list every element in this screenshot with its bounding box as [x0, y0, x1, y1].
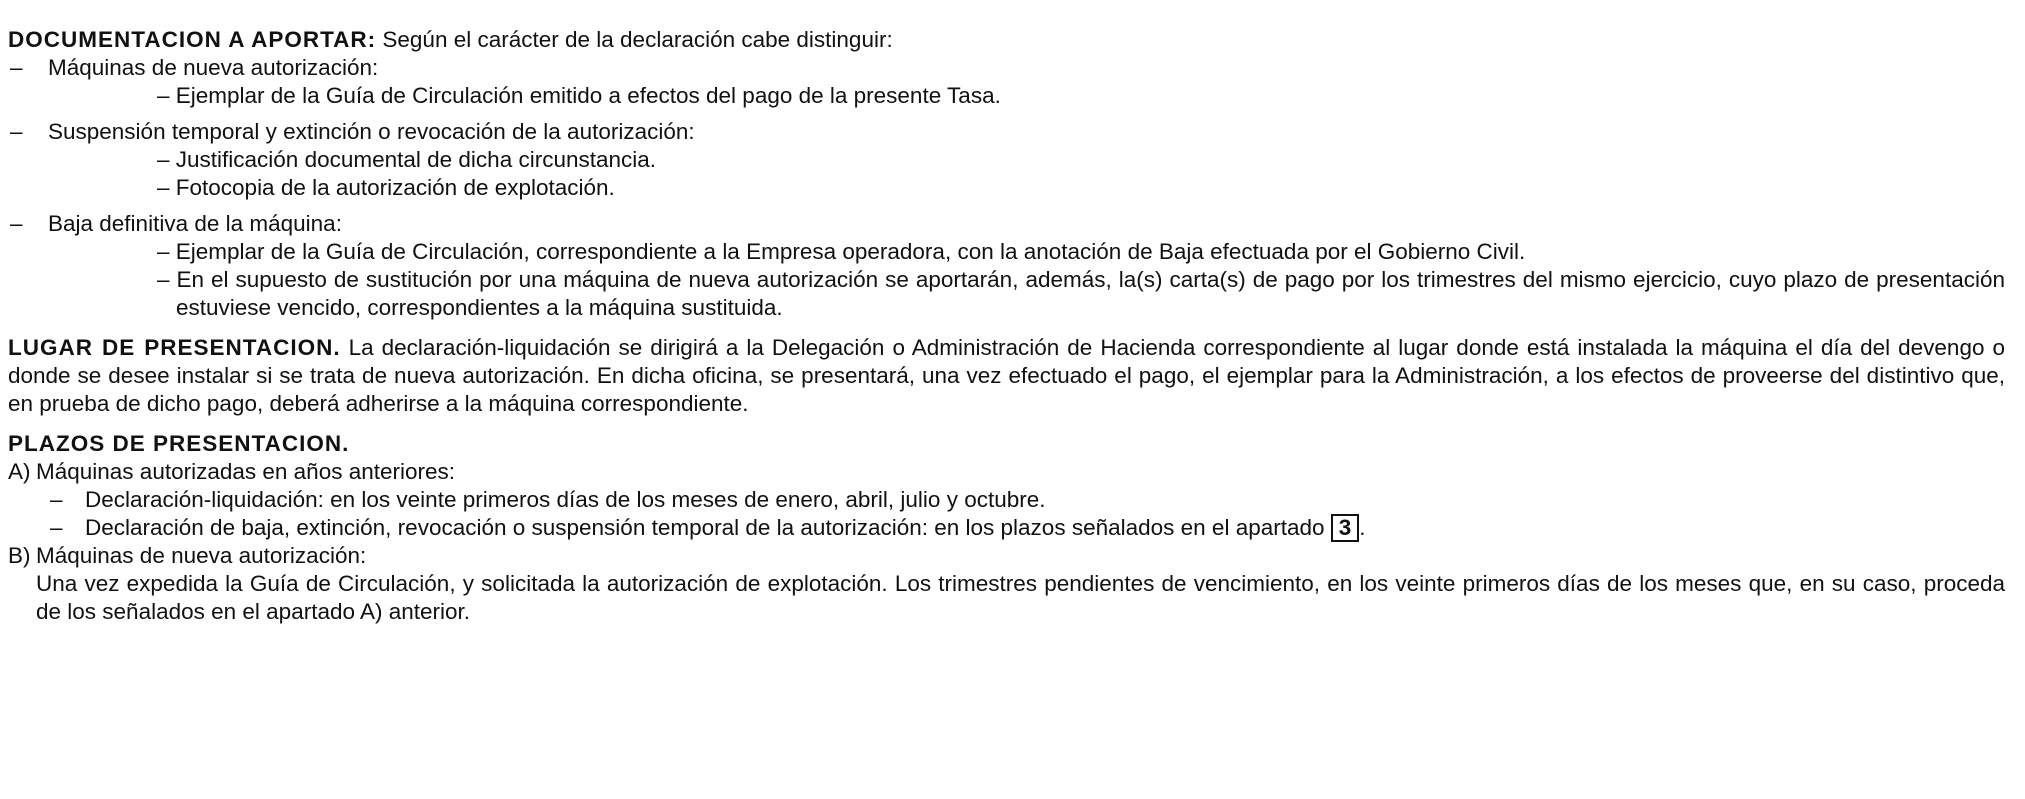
lugar-heading: LUGAR DE PRESENTACION. — [8, 335, 341, 360]
plazos-b-text: Una vez expedida la Guía de Circulación, y solicitada la autorización de explotación. Los trimestres pendientes de vencimiento, en los veinte primeros días de los meses que, en su caso, proceda de los señalados en el apartado A) anterior. — [36, 571, 2005, 624]
dash-bullet: – — [50, 487, 63, 512]
section-lugar — [8, 334, 2005, 418]
section-documentacion — [8, 26, 2005, 322]
documentacion-intro-line — [8, 26, 2005, 54]
group-item: – Fotocopia de la autorización de explotación. — [157, 175, 615, 200]
dash-bullet: – — [10, 55, 23, 80]
dash-bullet: – — [10, 211, 23, 236]
dash-bullet: – — [50, 515, 63, 540]
group-item: – Justificación documental de dicha circunstancia. — [157, 147, 657, 172]
plazos-a-letter: A) — [8, 459, 31, 484]
plazos-a-title: Máquinas autorizadas en años anteriores: — [36, 459, 456, 484]
dash-bullet: – — [10, 119, 23, 144]
plazos-b-letter: B) — [8, 543, 31, 568]
group-item: – Ejemplar de la Guía de Circulación emitido a efectos del pago de la presente Tasa. — [157, 83, 1001, 108]
plazos-a-item2-end: . — [1359, 515, 1366, 540]
group-suspension — [8, 118, 2005, 146]
plazos-a-item1-text: Declaración-liquidación: en los veinte primeros días de los meses de enero, abril, julio y octubre. — [85, 487, 1046, 512]
plazos-a — [8, 458, 2005, 486]
plazos-a-item — [8, 514, 2005, 542]
lugar-text: La declaración-liquidación se dirigirá a la Delegación o Administración de Hacienda correspondiente al lugar donde está instalada la máquina el día del devengo o donde se desee instalar si se trata de nueva autorización. En dicha oficina, se presentará, una vez efectuado el pago, el ejemplar para la Administración, a los efectos de proveerse del distintivo que, en prueba de dicho pago, deberá adherirse a la máquina correspondiente. — [8, 335, 2005, 416]
group-nueva-autorizacion — [8, 54, 2005, 82]
plazos-a-item — [8, 486, 2005, 514]
plazos-b — [8, 542, 2005, 570]
section-reference-box: 3 — [1331, 514, 1360, 542]
documentacion-intro: Según el carácter de la declaración cabe distinguir: — [376, 27, 893, 52]
group-item: – Ejemplar de la Guía de Circulación, correspondiente a la Empresa operadora, con la anotación de Baja efectuada por el Gobierno Civil. — [157, 239, 1526, 264]
group-title: Máquinas de nueva autorización: — [48, 55, 379, 80]
documentacion-heading: DOCUMENTACION A APORTAR: — [8, 27, 377, 52]
section-plazos — [8, 430, 2005, 626]
group-baja-definitiva — [8, 210, 2005, 238]
plazos-heading: PLAZOS DE PRESENTACION. — [8, 431, 350, 456]
lugar-paragraph — [8, 334, 2005, 418]
group-title: Suspensión temporal y extinción o revocación de la autorización: — [48, 119, 695, 144]
group-item: – En el supuesto de sustitución por una máquina de nueva autorización se aportarán, además, la(s) carta(s) de pago por los trimestres del mismo ejercicio, cuyo plazo de presentación estuviese vencido, correspondientes a la máquina sustituida. — [157, 267, 2005, 320]
plazos-a-item2-text: Declaración de baja, extinción, revocación o suspensión temporal de la autorización: en los plazos señalados en el apartado — [85, 515, 1331, 540]
group-title: Baja definitiva de la máquina: — [48, 211, 342, 236]
plazos-b-title: Máquinas de nueva autorización: — [36, 543, 367, 568]
